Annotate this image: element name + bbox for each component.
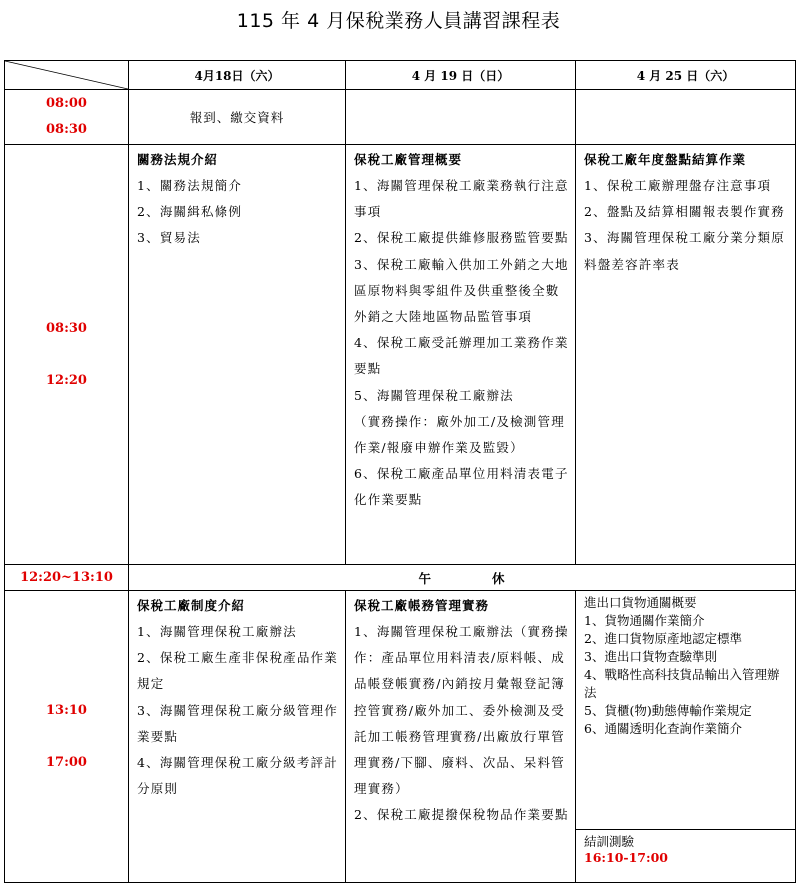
course-item: 2、保稅工廠生產非保稅產品作業規定 — [137, 650, 338, 692]
registration-row — [5, 90, 796, 145]
course-item: （實務操作：廠外加工/及檢測管理作業/報廢申辦作業及監毀） — [354, 413, 565, 456]
schedule-table — [4, 60, 796, 883]
course-cell-lower — [576, 830, 795, 865]
time-end: 17:00 — [46, 754, 87, 770]
course-heading: 保稅工廠管理概要 — [354, 152, 463, 167]
course-cell — [576, 145, 796, 565]
course-item: 1、保稅工廠辦理盤存注意事項 — [584, 178, 772, 193]
course-item: 2、盤點及結算相關報表製作實務 — [584, 204, 785, 220]
header-day-2: 4 月 19 日（日） — [346, 61, 576, 90]
course-heading: 關務法規介紹 — [137, 152, 219, 167]
time-start: 08:00 — [46, 96, 87, 111]
morning-row — [5, 145, 796, 565]
course-heading: 保稅工廠制度介紹 — [137, 598, 246, 613]
course-item: 6、通關透明化查詢作業簡介 — [584, 721, 742, 736]
course-item: 1、海關管理保稅工廠辦法 — [137, 624, 297, 639]
exam-heading: 結訓測驗 — [584, 834, 635, 849]
course-item: 4、戰略性高科技貨品輸出入管理辦法 — [584, 667, 780, 700]
course-item: 1、貨物通關作業簡介 — [584, 613, 705, 628]
course-heading: 保稅工廠年度盤點結算作業 — [584, 152, 747, 167]
course-item: 2、海關緝私條例 — [137, 204, 243, 220]
time-end: 12:20 — [46, 372, 87, 388]
time-cell-morning — [5, 145, 129, 565]
course-item: 1、關務法規簡介 — [137, 178, 243, 193]
course-item: 2、保稅工廠提供維修服務監管要點 — [354, 230, 569, 246]
lunch-label-b: 休 — [492, 570, 506, 586]
afternoon-row — [5, 591, 796, 883]
diagonal-line — [5, 61, 128, 89]
course-heading: 進出口貨物通關概要 — [584, 595, 697, 610]
course-item: 4、保稅工廠受託辦理加工業務作業要點 — [354, 335, 569, 377]
course-cell — [129, 591, 346, 883]
course-item: 2、進口貨物原產地認定標準 — [584, 631, 742, 646]
header-day-3: 4 月 25 日（六） — [576, 61, 796, 90]
course-cell-split — [576, 591, 796, 883]
exam-time: 16:10-17:00 — [584, 850, 668, 865]
course-item: 3、進出口貨物查驗準則 — [584, 649, 717, 664]
course-item: 2、保稅工廠提撥保稅物品作業要點 — [354, 807, 569, 823]
time-start: 13:10 — [46, 702, 87, 718]
course-item: 5、海關管理保稅工廠辦法 — [354, 387, 514, 403]
header-row — [5, 61, 796, 90]
header-day-1: 4月18日（六） — [129, 61, 346, 90]
course-item: 3、保稅工廠輸入供加工外銷之大地區原物料與零組件及供重整後全數外銷之大陸地區物品監管事項 — [354, 256, 569, 325]
empty-cell — [346, 90, 576, 145]
course-item: 1、海關管理保稅工廠業務執行注意事項 — [354, 178, 569, 220]
lunch-break — [129, 565, 796, 591]
time-cell-registration — [5, 90, 129, 145]
time-cell-lunch: 12:20~13:10 — [5, 565, 129, 591]
corner-cell — [5, 61, 129, 90]
course-item: 1、海關管理保稅工廠辦法（實務操作：產品單位用料清表/原料帳、成品帳登帳實務/內銷按月彙報登記簿控管實務/廠外加工、委外檢測及受託加工帳務管理實務/出廠放行單管理實務/下腳、廢料、次品、呆料管理實務） — [354, 624, 569, 797]
page-title: 115 年 4 月保稅業務人員講習課程表 — [236, 10, 561, 32]
course-item: 5、貨櫃(物)動態傳輸作業規定 — [584, 703, 752, 718]
lunch-row — [5, 565, 796, 591]
course-item: 3、海關管理保稅工廠分級管理作業要點 — [137, 702, 338, 744]
time-end: 08:30 — [46, 122, 87, 137]
time-start: 08:30 — [46, 320, 87, 336]
course-cell — [346, 145, 576, 565]
course-cell — [346, 591, 576, 883]
course-cell-upper — [576, 591, 795, 830]
course-item: 3、海關管理保稅工廠分業分類原料盤差容許率表 — [584, 230, 785, 272]
course-item: 6、保稅工廠產品單位用料清表電子化作業要點 — [354, 466, 569, 508]
course-item: 4、海關管理保稅工廠分級考評計分原則 — [137, 755, 338, 797]
lunch-label-a: 午 — [418, 570, 432, 586]
empty-cell — [576, 90, 796, 145]
time-cell-afternoon — [5, 591, 129, 883]
registration-label: 報到、繳交資料 — [129, 90, 346, 145]
course-item: 3、貿易法 — [137, 230, 201, 246]
course-heading: 保稅工廠帳務管理實務 — [354, 598, 490, 613]
course-cell — [129, 145, 346, 565]
